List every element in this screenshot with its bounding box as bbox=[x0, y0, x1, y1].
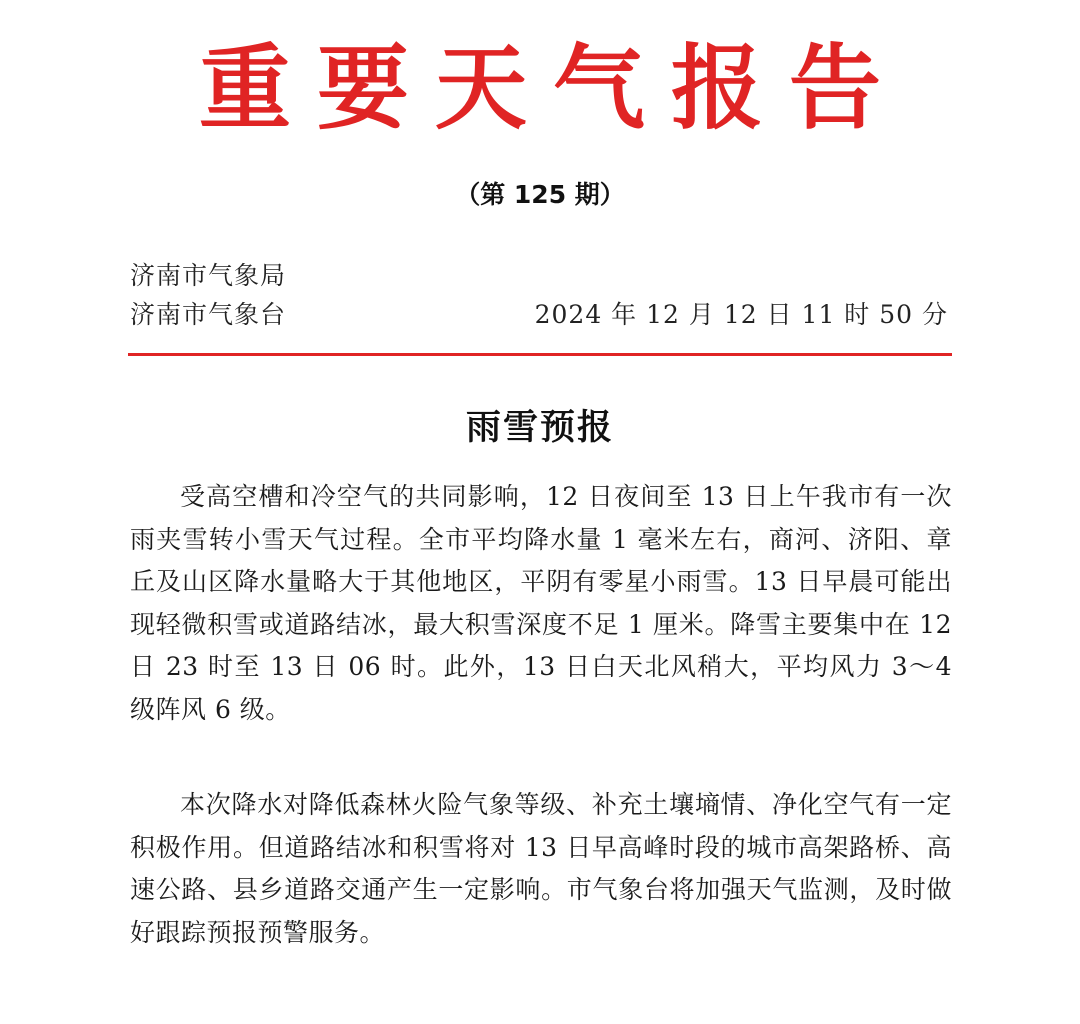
issuer-bureau: 济南市气象局 bbox=[130, 261, 287, 290]
red-divider bbox=[128, 353, 952, 356]
issue-number: （第 125 期） bbox=[455, 180, 625, 209]
body-paragraph-2: 本次降水对降低森林火险气象等级、补充土壤墒情、净化空气有一定积极作用。但道路结冰和积雪将对 13 日早高峰时段的城市高架路桥、高速公路、县乡道路交通产生一定影响。市气象台将加强天气监测，及时做好跟踪预报预警服务。 bbox=[130, 790, 952, 947]
body-paragraph-1: 受高空槽和冷空气的共同影响，12 日夜间至 13 日上午我市有一次雨夹雪转小雪天气过程。全市平均降水量 1 毫米左右，商河、济阳、章丘及山区降水量略大于其他地区，平阴有零星小雨雪。13 日早晨可能出现轻微积雪或道路结冰，最大积雪深度不足 1 厘米。降雪主要集中在 12 日 23 时至 13 日 06 时。此外，13 日白天北风稍大，平均风力 3～4 级阵风 6 级。 bbox=[130, 482, 952, 724]
masthead-title: 重要天气报告 bbox=[198, 34, 907, 142]
document-title: 雨雪预报 bbox=[465, 407, 614, 448]
issue-datetime: 2024 年 12 月 12 日 11 时 50 分 bbox=[534, 300, 948, 329]
issuer-observatory: 济南市气象台 bbox=[130, 300, 287, 329]
